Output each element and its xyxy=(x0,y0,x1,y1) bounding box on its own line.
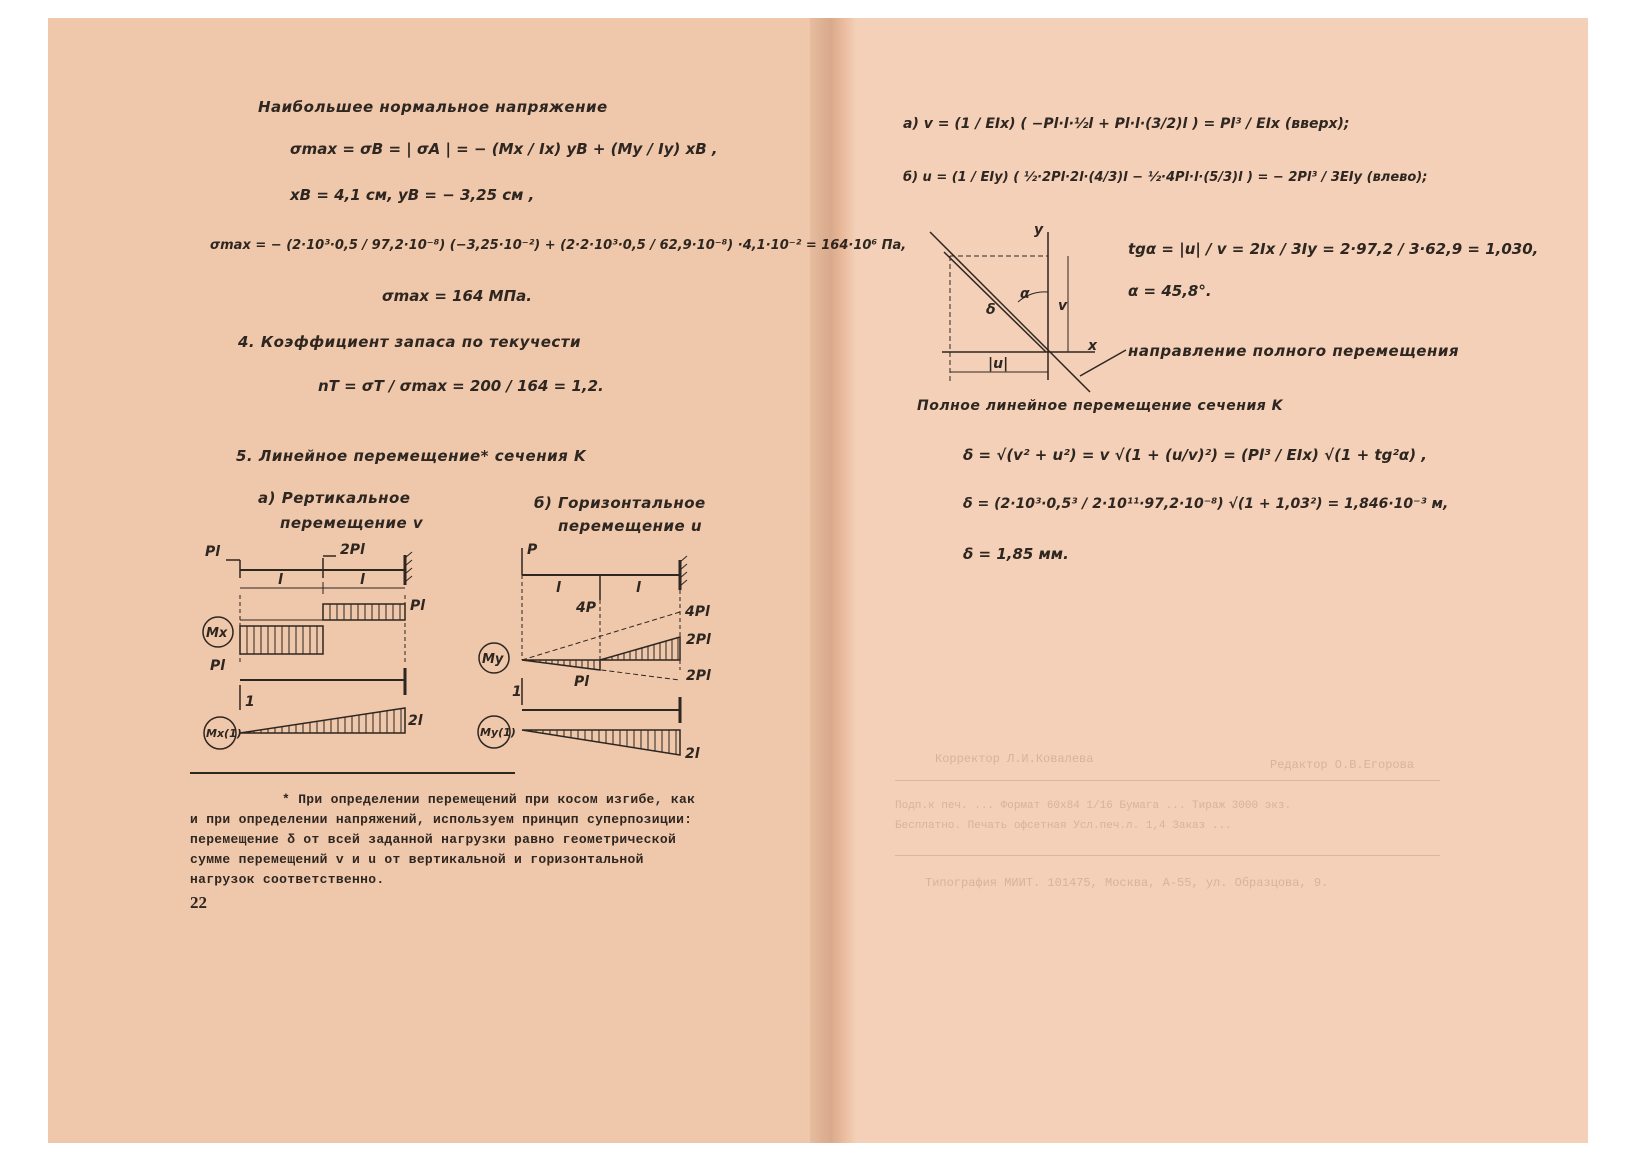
label-p: P xyxy=(527,542,538,558)
heading-max-stress: Наибольшее нормальное напряжение xyxy=(258,98,608,116)
colophon-rule-bottom xyxy=(895,855,1440,856)
label-2pl-a: 2Pl xyxy=(686,632,711,648)
equation-sigma-max: σmax = σB = | σA | = − (Mx / Ix) yB + (My / Iy) xB , xyxy=(290,140,718,158)
label-pl-b: Pl xyxy=(574,674,590,690)
axis-y-label: y xyxy=(1034,222,1044,238)
equation-safety-factor: nT = σT / σmax = 200 / 164 = 1,2. xyxy=(318,377,604,395)
footnote-line-5: нагрузок соответственно. xyxy=(190,872,385,887)
colophon-rule-top xyxy=(895,780,1440,781)
colophon-line-3: Бесплатно. Печать офсетная Усл.печ.л. 1,4 Заказ ... xyxy=(895,820,1232,832)
section-4-heading: 4. Коэффициент запаса по текучести xyxy=(238,333,582,351)
subheading-a-line1: а) Pертикальное xyxy=(258,489,411,507)
colophon-line-4: Типография МИИТ. 101475, Москва, А-55, ул. Образцова, 9. xyxy=(925,876,1329,890)
section-5-heading: 5. Линейное перемещение* сечения K xyxy=(236,447,587,465)
label-pl-top: Pl xyxy=(205,544,221,560)
label-l2: l xyxy=(360,572,365,588)
label-my: My xyxy=(482,652,504,667)
label-my1: My(1) xyxy=(480,726,516,739)
equation-tg-alpha: tgα = |u| / v = 2Ix / 3Iy = 2·97,2 / 3·62,9 = 1,030, xyxy=(1128,240,1539,258)
label-one: 1 xyxy=(245,694,255,710)
equation-sigma-result: σmax = 164 МПа. xyxy=(382,287,532,305)
footnote-line-4: сумме перемещений v и u от вертикальной и горизонтальной xyxy=(190,852,644,867)
label-4p: 4P xyxy=(576,600,597,616)
footnote-line-1: * При определении перемещений при косом изгибе, как xyxy=(282,792,696,807)
label-2l: 2l xyxy=(408,713,423,729)
equation-delta-numeric: δ = (2·10³·0,5³ / 2·10¹¹·97,2·10⁻⁸) √(1 + 1,03²) = 1,846·10⁻³ м, xyxy=(963,496,1449,512)
label-direction-full-displacement: направление полного перемещения xyxy=(1128,342,1459,360)
delta-label: δ xyxy=(986,302,996,318)
equation-delta-result: δ = 1,85 мм. xyxy=(963,545,1069,563)
heading-full-displacement: Полное линейное перемещение сечения K xyxy=(917,398,1283,414)
equation-coordinates: xB = 4,1 см, yB = − 3,25 см , xyxy=(290,186,535,204)
equation-v: а) v = (1 / EIx) ( −Pl·l·½l + Pl·l·(3/2)l ) = Pl³ / EIx (вверх); xyxy=(903,116,1350,132)
label-2l-b: 2l xyxy=(685,746,700,762)
equation-delta-formula: δ = √(v² + u²) = v √(1 + (u/v)²) = (Pl³ / EIx) √(1 + tg²α) , xyxy=(963,446,1427,464)
footnote-line-2: и при определении напряжений, используем принцип суперпозиции: xyxy=(190,812,693,827)
label-l1-b: l xyxy=(556,580,561,596)
page-number: 22 xyxy=(190,893,207,912)
label-pl-left: Pl xyxy=(210,658,226,674)
colophon-line-2: Подп.к печ. ... Формат 60x84 1/16 Бумага ... Тираж 3000 экз. xyxy=(895,800,1292,812)
label-mx: Mx xyxy=(206,626,228,641)
right-page xyxy=(848,18,1588,1143)
diagram-vertical-displacement xyxy=(190,540,430,765)
label-one-b: 1 xyxy=(512,684,522,700)
colophon-corrector: Редактор О.В.Егорова xyxy=(1270,758,1415,772)
direction-leader-line xyxy=(1080,348,1130,378)
v-label: v xyxy=(1058,298,1068,314)
footnote-line-3: перемещение δ от всей заданной нагрузки равно геометрической xyxy=(190,832,677,847)
axis-x-label: x xyxy=(1088,338,1098,354)
u-label: |u| xyxy=(988,356,1009,372)
equation-sigma-numeric: σmax = − (2·10³·0,5 / 97,2·10⁻⁸) (−3,25·10⁻²) + (2·2·10³·0,5 / 62,9·10⁻⁸) ·4,1·10⁻² = 164·10⁶ Па, xyxy=(210,238,907,253)
label-4pl: 4Pl xyxy=(685,604,710,620)
diagram-horizontal-displacement xyxy=(470,540,730,770)
equation-alpha: α = 45,8°. xyxy=(1128,282,1212,300)
label-2pl: 2Pl xyxy=(340,542,365,558)
book-spine xyxy=(810,18,856,1143)
subheading-b-line1: б) Горизонтальное xyxy=(534,494,706,512)
label-l1: l xyxy=(278,572,283,588)
subheading-a-line2: перемещение v xyxy=(280,514,424,532)
subheading-b-line2: перемещение u xyxy=(558,517,703,535)
label-mx1: Mx(1) xyxy=(206,727,242,740)
equation-u: б) u = (1 / EIy) ( ½·2Pl·2l·(4/3)l − ½·4Pl·l·(5/3)l ) = − 2Pl³ / 3EIy (влево); xyxy=(903,170,1428,185)
label-l2-b: l xyxy=(636,580,641,596)
alpha-label: α xyxy=(1020,286,1030,302)
colophon-editor: Корректор Л.И.Ковалева xyxy=(935,752,1094,766)
label-2pl-b: 2Pl xyxy=(686,668,711,684)
label-pl-right: Pl xyxy=(410,598,426,614)
footnote-rule xyxy=(190,772,515,774)
